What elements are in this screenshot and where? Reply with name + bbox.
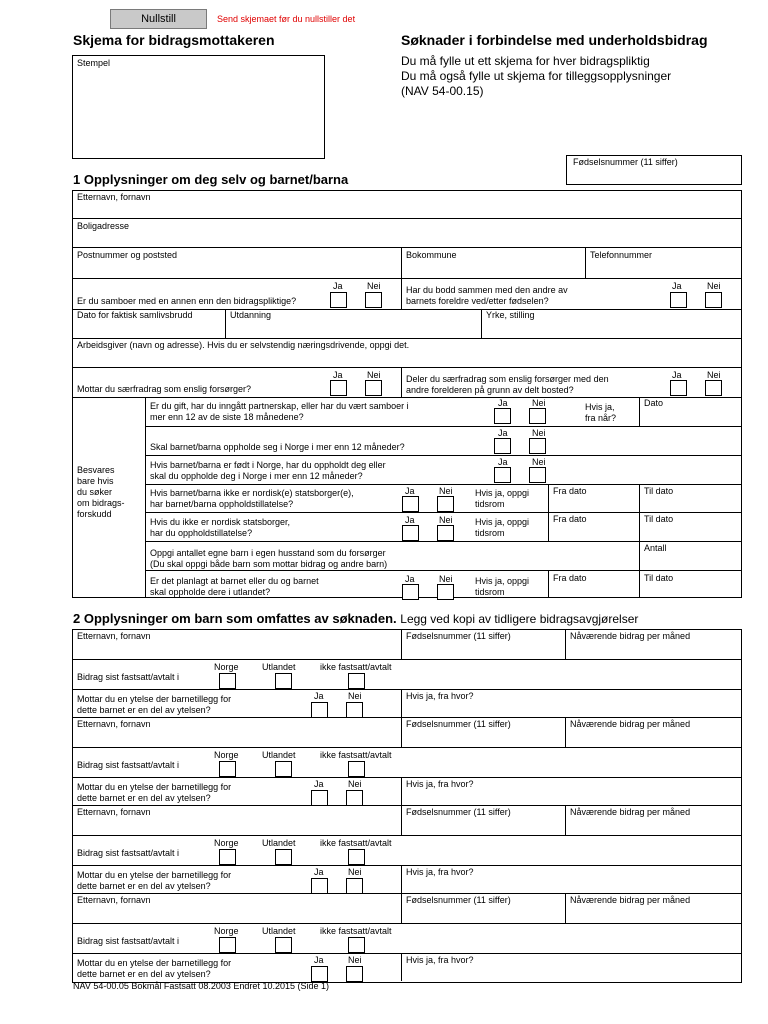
child1-utlandet-checkbox[interactable] — [275, 673, 292, 689]
child1-current-label: Nåværende bidrag per måned — [570, 631, 691, 641]
nei-label: Nei — [532, 428, 546, 438]
deduction-no-checkbox[interactable] — [365, 380, 382, 396]
child4-name-label: Etternavn, fornavn — [77, 895, 151, 905]
born-norway-yes-checkbox[interactable] — [494, 467, 511, 483]
deduction-yes-checkbox[interactable] — [330, 380, 347, 396]
child3-if-yes-from-label: Hvis ja, fra hvor? — [406, 867, 474, 877]
child4-benefit-no-checkbox[interactable] — [346, 966, 363, 982]
child2-ikke-checkbox[interactable] — [348, 761, 365, 777]
abroad-plan-yes-checkbox[interactable] — [402, 584, 419, 600]
side-label-line3: du søker — [77, 487, 113, 497]
child4-norge-label: Norge — [214, 926, 239, 936]
child2-ja-label: Ja — [314, 779, 324, 789]
cohabit-yes-checkbox[interactable] — [330, 292, 347, 308]
child4-norge-checkbox[interactable] — [219, 937, 236, 953]
ja-label: Ja — [672, 281, 682, 291]
reset-note: Send skjemaet før du nullstiller det — [217, 14, 356, 24]
child1-nei-label: Nei — [348, 691, 362, 701]
child1-benefit-line1: Mottar du en ytelse der barnetillegg for — [77, 694, 232, 704]
married-no-checkbox[interactable] — [529, 408, 546, 424]
lived-together-question-line1: Har du bodd sammen med den andre av — [406, 285, 568, 295]
child4-ja-label: Ja — [314, 955, 324, 965]
nei-label: Nei — [367, 281, 381, 291]
side-label-line5: forskudd — [77, 509, 112, 519]
child4-benefit-yes-checkbox[interactable] — [311, 966, 328, 982]
side-label-line1: Besvares — [77, 465, 115, 475]
child2-if-yes-from-label: Hvis ja, fra hvor? — [406, 779, 474, 789]
child2-current-label: Nåværende bidrag per måned — [570, 719, 691, 729]
ja-label: Ja — [333, 281, 343, 291]
section2-note: Legg ved kopi av tidligere bidragsavgjørelser — [400, 612, 639, 626]
child1-ikke-checkbox[interactable] — [348, 673, 365, 689]
child2-benefit-yes-checkbox[interactable] — [311, 790, 328, 806]
stay-norway-no-checkbox[interactable] — [529, 438, 546, 454]
child3-benefit-line2: dette barnet er en del av ytelsen? — [77, 881, 211, 891]
child1-benefit-no-checkbox[interactable] — [346, 702, 363, 718]
lived-together-question-line2: barnets foreldre ved/etter fødselen? — [406, 296, 549, 306]
child3-norge-label: Norge — [214, 838, 239, 848]
nordic-self-yes-checkbox[interactable] — [402, 525, 419, 541]
child3-benefit-no-checkbox[interactable] — [346, 878, 363, 894]
lived-together-yes-checkbox[interactable] — [670, 292, 687, 308]
ja-label: Ja — [672, 370, 682, 380]
child1-benefit-line2: dette barnet er en del av ytelsen? — [77, 705, 211, 715]
footer-text: NAV 54-00.05 Bokmål Fastsatt 08.2003 Endret 10.2015 (Side 1) — [73, 981, 329, 991]
reset-button[interactable]: Nullstill — [110, 9, 207, 29]
child1-ikke-label: ikke fastsatt/avtalt — [320, 662, 392, 672]
separation-date-label: Dato for faktisk samlivsbrudd — [77, 310, 193, 320]
address-field-label: Boligadresse — [77, 221, 130, 231]
stamp-box — [72, 55, 325, 159]
nei-label: Nei — [439, 574, 453, 584]
child2-ikke-label: ikke fastsatt/avtalt — [320, 750, 392, 760]
section1-title: 1 Opplysninger om deg selv og barnet/barna — [73, 172, 349, 187]
ja-label: Ja — [498, 398, 508, 408]
child4-nei-label: Nei — [348, 955, 362, 965]
nordic-children-question-line1: Hvis barnet/barna ikke er nordisk(e) statsborger(e), — [150, 488, 354, 498]
section2-title: 2 Opplysninger om barn som omfattes av søknaden. Legg ved kopi av tidligere bidragsavgjørelser — [73, 611, 639, 626]
child2-utlandet-checkbox[interactable] — [275, 761, 292, 777]
child4-benefit-line1: Mottar du en ytelse der barnetillegg for — [77, 958, 232, 968]
child2-benefit-line2: dette barnet er en del av ytelsen? — [77, 793, 211, 803]
child1-utlandet-label: Utlandet — [262, 662, 296, 672]
employer-label: Arbeidsgiver (navn og adresse). Hvis du er selvstendig næringsdrivende, oppgi det. — [77, 340, 410, 350]
child1-if-yes-from-label: Hvis ja, fra hvor? — [406, 691, 474, 701]
child3-norge-checkbox[interactable] — [219, 849, 236, 865]
child1-name-label: Etternavn, fornavn — [77, 631, 151, 641]
child3-benefit-line1: Mottar du en ytelse der barnetillegg for — [77, 870, 232, 880]
stamp-label: Stempel — [77, 58, 111, 68]
nei-label: Nei — [439, 515, 453, 525]
name-field-label: Etternavn, fornavn — [77, 192, 151, 202]
period-label-line2: tidsrom — [475, 528, 505, 538]
stay-norway-question: Skal barnet/barna oppholde seg i Norge i mer enn 12 måneder? — [150, 442, 405, 452]
to-date-label: Til dato — [644, 486, 674, 496]
nordic-self-question-line2: har du oppholdstillatelse? — [150, 528, 253, 538]
nei-label: Nei — [367, 370, 381, 380]
child4-current-label: Nåværende bidrag per måned — [570, 895, 691, 905]
nordic-children-question-line2: har barnet/barna oppholdstillatelse? — [150, 499, 294, 509]
phone-field-label: Telefonnummer — [590, 250, 653, 260]
period-label-line2: tidsrom — [475, 499, 505, 509]
child2-fnr-label: Fødselsnummer (11 siffer) — [406, 719, 511, 729]
child2-utlandet-label: Utlandet — [262, 750, 296, 760]
period-label-line1: Hvis ja, oppgi — [475, 576, 530, 586]
child1-norge-checkbox[interactable] — [219, 673, 236, 689]
instruction-line-2: Du må også fylle ut skjema for tilleggsopplysninger — [401, 69, 672, 83]
child3-utlandet-checkbox[interactable] — [275, 849, 292, 865]
child2-name-label: Etternavn, fornavn — [77, 719, 151, 729]
child4-last-set-label: Bidrag sist fastsatt/avtalt i — [77, 936, 180, 946]
child1-last-set-label: Bidrag sist fastsatt/avtalt i — [77, 672, 180, 682]
child3-benefit-yes-checkbox[interactable] — [311, 878, 328, 894]
child3-last-set-label: Bidrag sist fastsatt/avtalt i — [77, 848, 180, 858]
child3-name-label: Etternavn, fornavn — [77, 807, 151, 817]
nei-label: Nei — [707, 281, 721, 291]
cohabit-no-checkbox[interactable] — [365, 292, 382, 308]
nordic-children-no-checkbox[interactable] — [437, 496, 454, 512]
child1-norge-label: Norge — [214, 662, 239, 672]
nei-label: Nei — [439, 486, 453, 496]
deduction-question: Mottar du særfradrag som enslig forsørger? — [77, 384, 252, 394]
child1-fnr-label: Fødselsnummer (11 siffer) — [406, 631, 511, 641]
share-deduction-line2: andre forelderen på grunn av delt bosted? — [406, 385, 574, 395]
child2-last-set-label: Bidrag sist fastsatt/avtalt i — [77, 760, 180, 770]
nei-label: Nei — [707, 370, 721, 380]
child4-if-yes-from-label: Hvis ja, fra hvor? — [406, 955, 474, 965]
side-label-line2: bare hvis — [77, 476, 114, 486]
born-norway-question-line1: Hvis barnet/barna er født i Norge, har du oppholdt deg eller — [150, 460, 386, 470]
child2-norge-label: Norge — [214, 750, 239, 760]
period-label-line1: Hvis ja, oppgi — [475, 488, 530, 498]
ja-label: Ja — [498, 428, 508, 438]
child4-ikke-label: ikke fastsatt/avtalt — [320, 926, 392, 936]
child4-ikke-checkbox[interactable] — [348, 937, 365, 953]
date-label: Dato — [644, 398, 664, 408]
nei-label: Nei — [532, 457, 546, 467]
ja-label: Ja — [405, 515, 415, 525]
child3-utlandet-label: Utlandet — [262, 838, 296, 848]
own-children-line1: Oppgi antallet egne barn i egen husstand som du forsørger — [150, 548, 386, 558]
stay-norway-yes-checkbox[interactable] — [494, 438, 511, 454]
instruction-line-1: Du må fylle ut ett skjema for hver bidragspliktig — [401, 54, 650, 68]
child1-ja-label: Ja — [314, 691, 324, 701]
born-norway-no-checkbox[interactable] — [529, 467, 546, 483]
if-yes-when-line1: Hvis ja, — [585, 402, 615, 412]
if-yes-when-line2: fra når? — [585, 413, 617, 423]
child3-ja-label: Ja — [314, 867, 324, 877]
married-question-line2: mer enn 12 av de siste 18 månedene? — [150, 412, 304, 422]
child4-utlandet-checkbox[interactable] — [275, 937, 292, 953]
count-label: Antall — [644, 543, 667, 553]
period-label-line2: tidsrom — [475, 587, 505, 597]
nei-label: Nei — [532, 398, 546, 408]
child2-norge-checkbox[interactable] — [219, 761, 236, 777]
instruction-line-3: (NAV 54-00.15) — [401, 84, 484, 98]
from-date-label: Fra dato — [553, 573, 587, 583]
form-subject-title: Søknader i forbindelse med underholdsbidrag — [401, 32, 708, 48]
side-label-line4: om bidrags- — [77, 498, 125, 508]
cohabit-question: Er du samboer med en annen enn den bidragspliktige? — [77, 296, 297, 306]
ja-label: Ja — [405, 486, 415, 496]
nordic-self-question-line1: Hvis du ikke er nordisk statsborger, — [150, 517, 291, 527]
abroad-plan-no-checkbox[interactable] — [437, 584, 454, 600]
ja-label: Ja — [498, 457, 508, 467]
child3-nei-label: Nei — [348, 867, 362, 877]
share-deduction-no-checkbox[interactable] — [705, 380, 722, 396]
child2-benefit-no-checkbox[interactable] — [346, 790, 363, 806]
child1-benefit-yes-checkbox[interactable] — [311, 702, 328, 718]
own-children-line2: (Du skal oppgi både barn som mottar bidrag og andre barn) — [150, 559, 388, 569]
child4-fnr-label: Fødselsnummer (11 siffer) — [406, 895, 511, 905]
child3-ikke-label: ikke fastsatt/avtalt — [320, 838, 392, 848]
form-title: Skjema for bidragsmottakeren — [73, 32, 275, 48]
child2-nei-label: Nei — [348, 779, 362, 789]
share-deduction-yes-checkbox[interactable] — [670, 380, 687, 396]
child2-benefit-line1: Mottar du en ytelse der barnetillegg for — [77, 782, 232, 792]
abroad-plan-line2: skal oppholde dere i utlandet? — [150, 587, 271, 597]
married-yes-checkbox[interactable] — [494, 408, 511, 424]
child3-ikke-checkbox[interactable] — [348, 849, 365, 865]
nordic-self-no-checkbox[interactable] — [437, 525, 454, 541]
child4-utlandet-label: Utlandet — [262, 926, 296, 936]
postcode-field-label: Postnummer og poststed — [77, 250, 178, 260]
born-norway-question-line2: skal du oppholde deg i Norge i mer enn 12 måneder? — [150, 471, 363, 481]
municipality-field-label: Bokommune — [406, 250, 457, 260]
fnr-label: Fødselsnummer (11 siffer) — [573, 157, 678, 167]
nordic-children-yes-checkbox[interactable] — [402, 496, 419, 512]
from-date-label: Fra dato — [553, 514, 587, 524]
occupation-label: Yrke, stilling — [486, 310, 535, 320]
child3-fnr-label: Fødselsnummer (11 siffer) — [406, 807, 511, 817]
share-deduction-line1: Deler du særfradrag som enslig forsørger med den — [406, 374, 609, 384]
from-date-label: Fra dato — [553, 486, 587, 496]
married-question-line1: Er du gift, har du inngått partnerskap, eller har du vært samboer i — [150, 401, 409, 411]
period-label-line1: Hvis ja, oppgi — [475, 517, 530, 527]
ja-label: Ja — [333, 370, 343, 380]
lived-together-no-checkbox[interactable] — [705, 292, 722, 308]
education-label: Utdanning — [230, 310, 272, 320]
ja-label: Ja — [405, 574, 415, 584]
to-date-label: Til dato — [644, 514, 674, 524]
child3-current-label: Nåværende bidrag per måned — [570, 807, 691, 817]
abroad-plan-line1: Er det planlagt at barnet eller du og barnet — [150, 576, 319, 586]
child4-benefit-line2: dette barnet er en del av ytelsen? — [77, 969, 211, 979]
to-date-label: Til dato — [644, 573, 674, 583]
